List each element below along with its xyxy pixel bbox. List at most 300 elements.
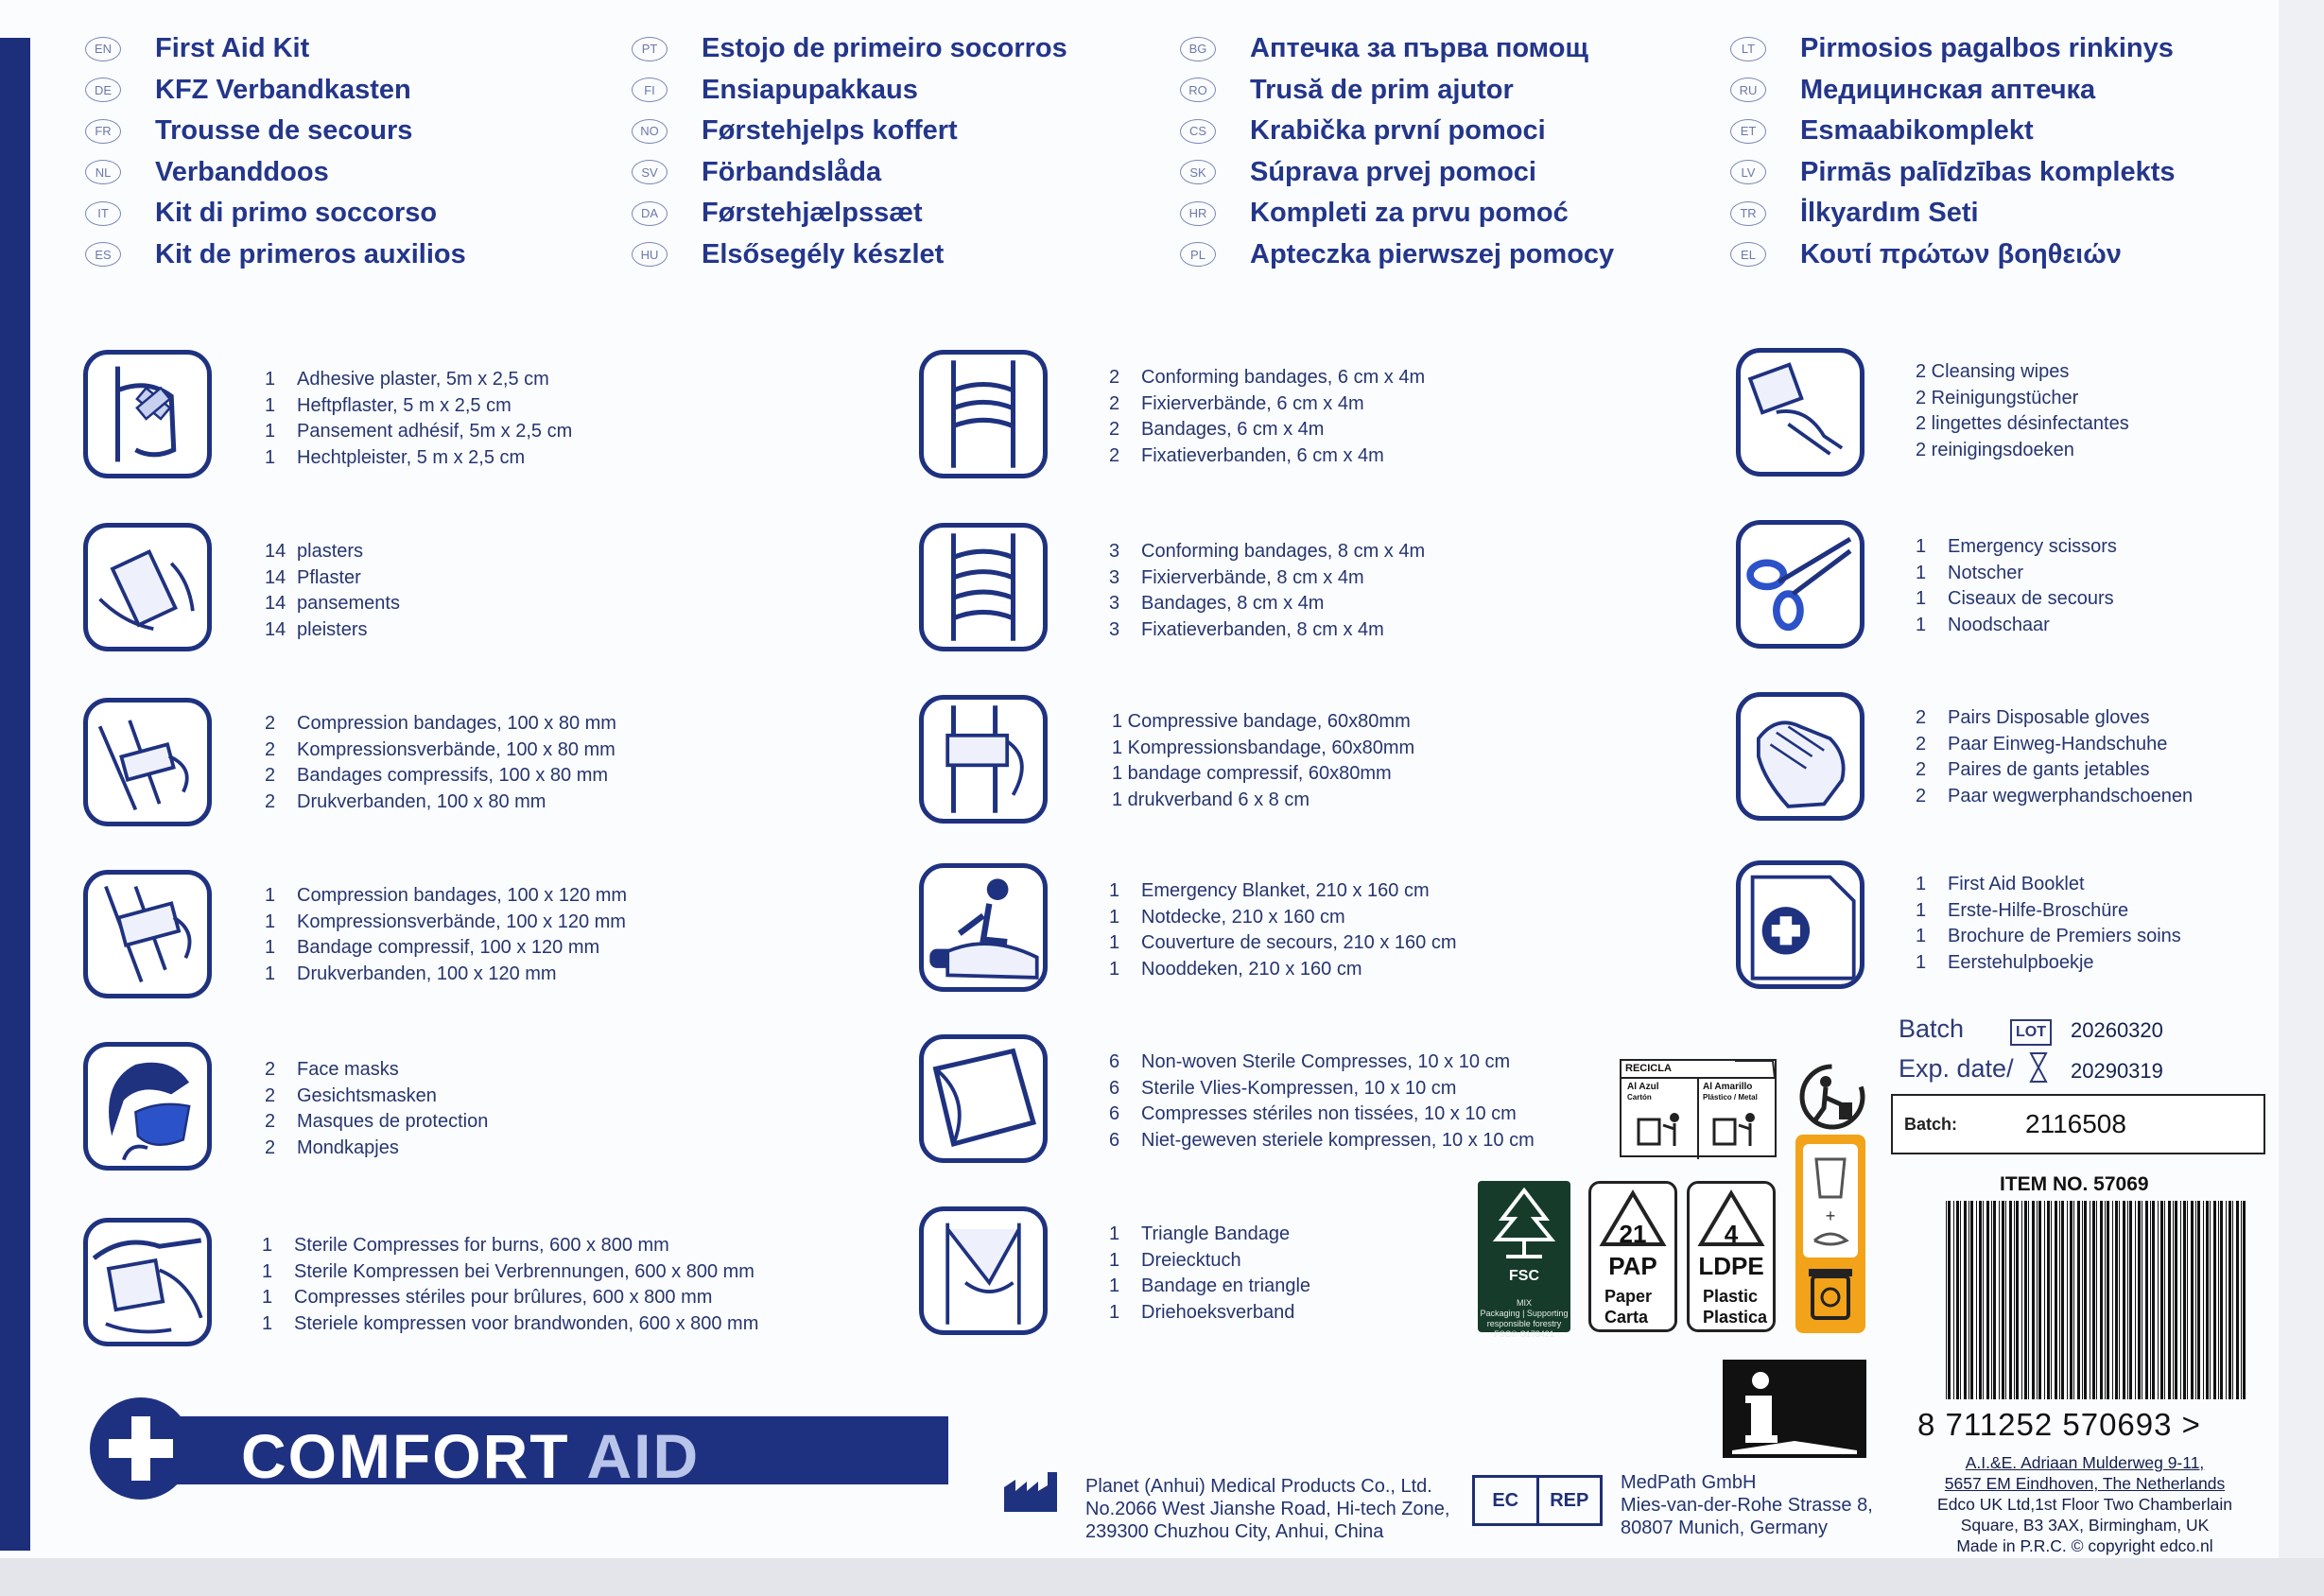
item-line xyxy=(265,910,627,936)
batch-label: Batch xyxy=(1899,1015,1965,1043)
company-address xyxy=(1900,1452,2269,1556)
item-line xyxy=(1916,924,2181,950)
language-code: ET xyxy=(1730,119,1766,144)
item-quantity: 1 xyxy=(262,1260,273,1282)
item-line xyxy=(1916,561,2117,587)
item-text: Conforming bandages, 8 cm x 4m xyxy=(1141,541,1426,562)
item-quantity: 1 xyxy=(1109,1275,1120,1296)
item-text: Face masks xyxy=(297,1059,399,1080)
item-text: Notscher xyxy=(1948,562,2024,583)
conforming-bandage-large-icon xyxy=(919,523,1048,651)
item-line xyxy=(265,565,400,592)
item-line xyxy=(265,617,400,644)
item-text: Pflaster xyxy=(297,566,361,588)
barcode-bar xyxy=(1946,1201,1947,1399)
item-text: 2 Reinigungstücher xyxy=(1916,387,2079,408)
barcode-bar xyxy=(1970,1201,1973,1399)
language-column-3 xyxy=(1180,28,1709,275)
item-quantity: 2 xyxy=(265,790,276,812)
item-line xyxy=(265,789,616,816)
language-code: TR xyxy=(1730,201,1766,226)
fsc-code: FSC® C178421 xyxy=(1494,1329,1554,1339)
item-text: Conforming bandages, 6 cm x 4m xyxy=(1141,367,1426,388)
recycling-name-it: Plastica xyxy=(1703,1308,1768,1327)
barcode-bar xyxy=(2032,1201,2035,1399)
language-code: PL xyxy=(1180,242,1216,267)
item-text: plasters xyxy=(297,541,364,562)
item-quantity: 1 xyxy=(265,963,276,984)
language-row xyxy=(632,234,1161,276)
item-quantity: 6 xyxy=(1109,1103,1120,1124)
item-quantity: 14 xyxy=(265,566,286,588)
item-text: Couverture de secours, 210 x 160 cm xyxy=(1141,932,1457,953)
item-line xyxy=(262,1233,758,1259)
batch-box-value: 2116508 xyxy=(2025,1109,2126,1138)
item-text: 1 Compressive bandage, 60x80mm xyxy=(1112,711,1411,732)
item-line xyxy=(1109,391,1425,418)
item-text: Fixatieverbanden, 8 cm x 4m xyxy=(1141,618,1384,640)
language-row xyxy=(632,111,1161,152)
item-text: Sterile Kompressen bei Verbrennungen, 600 x 800 mm xyxy=(294,1260,754,1282)
language-title: Pirmosios pagalbos rinkinys xyxy=(1800,33,2174,64)
language-code: SV xyxy=(632,160,668,184)
item-number: ITEM NO. 57069 xyxy=(2000,1173,2149,1195)
barcode-bar xyxy=(2158,1201,2159,1399)
barcode-bar xyxy=(2014,1201,2015,1399)
item-quantity: 2 xyxy=(1109,444,1120,466)
barcode-bar xyxy=(2168,1201,2171,1399)
manufacturer-line: No.2066 West Jianshe Road, Hi-tech Zone, xyxy=(1085,1499,1450,1519)
recycling-names xyxy=(1604,1286,1652,1327)
language-code: HR xyxy=(1180,201,1216,226)
item-quantity: 2 xyxy=(1916,785,1927,807)
language-title: Førstehjelps koffert xyxy=(702,115,958,147)
item-quantity: 1 xyxy=(265,369,276,390)
barcode-bar xyxy=(1979,1201,1982,1399)
item-quantity: 1 xyxy=(1916,614,1927,635)
barcode-bar xyxy=(2009,1201,2012,1399)
barcode-bar xyxy=(1993,1201,1996,1399)
language-title: Trousse de secours xyxy=(155,115,413,147)
rep-label: REP xyxy=(1536,1478,1601,1523)
logo-cross-circle xyxy=(90,1397,192,1500)
manufacturer-line: 239300 Chuzhou City, Anhui, China xyxy=(1085,1521,1384,1542)
item-quantity: 2 xyxy=(265,1059,276,1080)
item-quantity: 1 xyxy=(1109,1301,1120,1323)
language-code: LT xyxy=(1730,37,1766,61)
item-description xyxy=(1916,872,2181,976)
language-title: Pirmās palīdzības komplekts xyxy=(1800,156,2176,187)
language-title: Estojo de primeiro socorros xyxy=(702,33,1067,64)
item-line xyxy=(265,711,616,737)
barcode-bar xyxy=(1948,1201,1951,1399)
manufacturer-line: Planet (Anhui) Medical Products Co., Ltd. xyxy=(1085,1476,1432,1497)
item-line xyxy=(1109,1248,1310,1275)
barcode-bar xyxy=(2197,1201,2200,1399)
language-column-4 xyxy=(1730,28,2260,275)
ec-label: EC xyxy=(1492,1489,1519,1511)
item-description xyxy=(1109,878,1457,982)
barcode-bar xyxy=(1991,1201,1992,1399)
item-quantity: 2 xyxy=(1916,707,1927,728)
item-quantity: 2 xyxy=(265,1111,276,1132)
language-code: DE xyxy=(85,78,121,102)
logo-wordmark xyxy=(241,1420,700,1492)
item-text: Bandages, 6 cm x 4m xyxy=(1141,419,1325,440)
tidyman-icon xyxy=(1792,1059,1873,1135)
address-line: Edco UK Ltd,1st Floor Two Chamberlain xyxy=(1937,1495,2232,1514)
item-description xyxy=(265,883,627,987)
barcode-bar xyxy=(2016,1201,2019,1399)
item-text: Fixierverbände, 8 cm x 4m xyxy=(1141,566,1364,588)
language-row xyxy=(1180,70,1709,112)
item-line xyxy=(1916,586,2117,613)
burn-compress-icon xyxy=(83,1218,212,1346)
barcode xyxy=(1946,1201,2248,1399)
fsc-desc: Packaging | Supporting responsible forestry xyxy=(1480,1309,1569,1328)
item-line xyxy=(265,1057,488,1084)
item-line xyxy=(265,591,400,617)
language-row xyxy=(85,111,615,152)
item-line xyxy=(265,737,616,764)
barcode-bar xyxy=(2059,1201,2060,1399)
language-grid xyxy=(85,28,2260,274)
item-quantity: 3 xyxy=(1109,618,1120,640)
language-title: Verbanddoos xyxy=(155,156,329,187)
info-icon xyxy=(1723,1360,1866,1458)
ec-rep-line: MedPath GmbH xyxy=(1621,1472,1757,1493)
manufacturer-address xyxy=(1085,1475,1449,1543)
barcode-bar xyxy=(2084,1201,2087,1399)
barcode-bar xyxy=(2191,1201,2194,1399)
barcode-bar xyxy=(2115,1201,2118,1399)
box-edge-right xyxy=(2279,0,2324,1596)
item-quantity: 14 xyxy=(265,541,286,562)
language-title: İlkyardım Seti xyxy=(1800,198,1979,229)
language-code: CS xyxy=(1180,119,1216,144)
recycla-header: RECICLA xyxy=(1625,1063,1672,1074)
recycla-col1-sub: Cartón xyxy=(1627,1093,1652,1102)
ec-rep-symbol xyxy=(1472,1475,1603,1526)
barcode-bar xyxy=(2135,1201,2136,1399)
item-text: Emergency Blanket, 210 x 160 cm xyxy=(1141,880,1430,901)
item-line xyxy=(1109,539,1425,565)
item-text: Sterile Compresses for burns, 600 x 800 mm xyxy=(294,1235,669,1256)
language-row xyxy=(85,193,615,234)
barcode-bar xyxy=(2005,1201,2006,1399)
recycling-name-en: Plastic xyxy=(1703,1287,1759,1306)
barcode-bar xyxy=(2002,1201,2004,1399)
item-text: Bandage compressif, 100 x 120 mm xyxy=(297,937,600,958)
item-text: Erste-Hilfe-Broschüre xyxy=(1948,899,2129,921)
fsc-badge xyxy=(1478,1181,1570,1339)
barcode-bar xyxy=(2096,1201,2097,1399)
barcode-bar xyxy=(2183,1201,2186,1399)
item-quantity: 14 xyxy=(265,593,286,614)
item-line xyxy=(1109,1050,1535,1076)
barcode-bar xyxy=(1999,1201,2000,1399)
language-row xyxy=(632,193,1161,234)
barcode-bar xyxy=(2175,1201,2177,1399)
item-text: Steriele kompressen voor brandwonden, 600 x 800 mm xyxy=(294,1312,759,1334)
logo-comfort: COMFORT xyxy=(241,1421,570,1491)
recycling-names xyxy=(1703,1286,1767,1327)
item-quantity: 1 xyxy=(265,394,276,416)
barcode-bar xyxy=(2241,1201,2242,1399)
barcode-bar xyxy=(2127,1201,2128,1399)
barcode-bar xyxy=(2051,1201,2052,1399)
item-line xyxy=(1112,736,1414,762)
compression-bandage-large-icon xyxy=(83,870,212,998)
barcode-bar xyxy=(2226,1201,2227,1399)
language-code: NL xyxy=(85,160,121,184)
barcode-bar xyxy=(2067,1201,2068,1399)
language-row xyxy=(1180,193,1709,234)
language-code: EN xyxy=(85,37,121,61)
item-line xyxy=(1109,591,1425,617)
barcode-bar xyxy=(1956,1201,1959,1399)
language-row xyxy=(1730,193,2260,234)
item-line xyxy=(1109,1128,1535,1154)
item-text: Pairs Disposable gloves xyxy=(1948,707,2150,728)
item-description xyxy=(1109,1222,1310,1326)
item-line xyxy=(1916,757,2193,784)
language-title: Förbandslåda xyxy=(702,156,882,187)
item-text: Compression bandages, 100 x 80 mm xyxy=(297,713,616,734)
recycla-col2 xyxy=(1703,1082,1758,1102)
item-quantity: 1 xyxy=(265,421,276,442)
item-line xyxy=(265,883,627,910)
batch-value: 20260320 xyxy=(2071,1018,2163,1042)
barcode-bar xyxy=(2218,1201,2219,1399)
item-text: Compresses stériles pour brûlures, 600 x 800 mm xyxy=(294,1287,713,1308)
item-text: Paires de gants jetables xyxy=(1948,759,2150,780)
barcode-bar xyxy=(2232,1201,2233,1399)
item-quantity: 1 xyxy=(265,937,276,958)
item-line xyxy=(1916,534,2117,561)
item-line xyxy=(265,393,572,420)
item-description xyxy=(1916,359,2129,463)
language-code: IT xyxy=(85,201,121,226)
item-text: Kompressionsverbände, 100 x 120 mm xyxy=(297,911,626,932)
item-line xyxy=(1109,565,1425,592)
language-code: DA xyxy=(632,201,668,226)
language-code: FI xyxy=(632,78,668,102)
exp-date-label: Exp. date/ xyxy=(1899,1054,2014,1083)
language-code: FR xyxy=(85,119,121,144)
fsc-details xyxy=(1478,1298,1570,1340)
language-row xyxy=(1180,152,1709,194)
barcode-bar xyxy=(2119,1201,2120,1399)
language-code: PT xyxy=(632,37,668,61)
barcode-bar xyxy=(2107,1201,2109,1399)
item-line xyxy=(1109,417,1425,443)
language-row xyxy=(1180,234,1709,276)
item-description xyxy=(262,1233,758,1337)
recycla-label xyxy=(1620,1059,1777,1157)
barcode-bar xyxy=(2220,1201,2223,1399)
item-line xyxy=(262,1285,758,1311)
recycling-name-en: Paper xyxy=(1604,1287,1653,1306)
item-line xyxy=(1109,905,1457,931)
item-text: Non-woven Sterile Compresses, 10 x 10 cm xyxy=(1141,1051,1511,1072)
barcode-bar xyxy=(2037,1201,2038,1399)
item-text: Paar wegwerphandschoenen xyxy=(1948,785,2194,807)
address-line: 5657 EM Eindhoven, The Netherlands xyxy=(1944,1474,2226,1493)
face-mask-icon xyxy=(83,1042,212,1171)
item-line xyxy=(1109,365,1425,391)
item-text: Driehoeksverband xyxy=(1141,1301,1295,1323)
fsc-tree-icon xyxy=(1478,1181,1570,1266)
barcode-bar xyxy=(2105,1201,2106,1399)
item-line xyxy=(1109,617,1425,644)
item-line xyxy=(265,962,627,988)
item-line xyxy=(1109,957,1457,983)
item-text: 1 Kompressionsbandage, 60x80mm xyxy=(1112,737,1415,758)
item-quantity: 2 xyxy=(1916,733,1927,755)
item-quantity: 6 xyxy=(1109,1077,1120,1099)
item-line xyxy=(1109,878,1457,905)
item-line xyxy=(265,539,400,565)
item-text: 2 Cleansing wipes xyxy=(1916,361,2070,382)
item-quantity: 6 xyxy=(1109,1129,1120,1151)
recycling-material: LDPE xyxy=(1698,1252,1764,1280)
item-quantity: 1 xyxy=(262,1312,273,1334)
item-text: Hechtpleister, 5 m x 2,5 cm xyxy=(297,446,526,468)
language-row xyxy=(1730,70,2260,112)
conforming-bandage-icon xyxy=(919,350,1048,478)
item-quantity: 1 xyxy=(1916,588,1927,609)
item-description xyxy=(1916,705,2193,809)
language-code: RO xyxy=(1180,78,1216,102)
item-line xyxy=(262,1259,758,1286)
plasters-icon xyxy=(83,523,212,651)
item-line xyxy=(1916,872,2181,898)
barcode-bar xyxy=(2123,1201,2125,1399)
item-text: 2 reinigingsdoeken xyxy=(1916,439,2074,460)
item-line xyxy=(1109,1102,1535,1128)
barcode-bar xyxy=(2206,1201,2209,1399)
barcode-bar xyxy=(1964,1201,1967,1399)
item-quantity: 1 xyxy=(1916,536,1927,557)
compressive-bandage-icon xyxy=(919,695,1048,824)
barcode-bar xyxy=(2038,1201,2041,1399)
item-quantity: 1 xyxy=(1109,1223,1120,1244)
item-text: Brochure de Premiers soins xyxy=(1948,926,2181,946)
box-edge-bottom xyxy=(0,1558,2324,1596)
item-line xyxy=(265,445,572,472)
compression-bandage-icon xyxy=(83,698,212,826)
barcode-bar xyxy=(2047,1201,2050,1399)
fsc-mix: MIX xyxy=(1516,1298,1532,1308)
recycla-bins-icon xyxy=(1622,1061,1778,1159)
item-description xyxy=(1109,1050,1535,1154)
item-text: Dreiecktuch xyxy=(1141,1249,1241,1271)
item-text: Notdecke, 210 x 160 cm xyxy=(1141,906,1345,928)
barcode-bar xyxy=(2021,1201,2022,1399)
item-line xyxy=(262,1311,758,1338)
item-text: Noodschaar xyxy=(1948,614,2050,635)
item-quantity: 2 xyxy=(265,713,276,734)
item-quantity: 1 xyxy=(1916,899,1927,921)
language-column-1 xyxy=(85,28,615,275)
item-description xyxy=(265,367,572,471)
scissors-icon xyxy=(1736,520,1864,649)
disposal-strip xyxy=(1795,1135,1865,1333)
language-title: Kompleti za prvu pomoć xyxy=(1250,198,1569,229)
item-quantity: 2 xyxy=(1109,419,1120,440)
item-quantity: 14 xyxy=(265,618,286,640)
item-text: 1 drukverband 6 x 8 cm xyxy=(1112,789,1309,810)
item-quantity: 1 xyxy=(1916,874,1927,894)
item-description xyxy=(265,711,616,815)
language-row xyxy=(1730,234,2260,276)
item-line xyxy=(1109,930,1457,957)
hourglass-icon xyxy=(2029,1051,2048,1084)
barcode-bar xyxy=(2213,1201,2216,1399)
barcode-bar xyxy=(2024,1201,2027,1399)
language-title: Ensiapupakkaus xyxy=(702,74,918,105)
item-text: Mondkapjes xyxy=(297,1136,399,1158)
item-text: Ciseaux de secours xyxy=(1948,588,2114,609)
language-title: Førstehjælpssæt xyxy=(702,198,923,229)
gloves-icon xyxy=(1736,692,1864,821)
cleansing-wipe-icon xyxy=(1736,348,1864,477)
item-text: First Aid Booklet xyxy=(1948,874,2085,894)
item-text: Paar Einweg-Handschuhe xyxy=(1948,733,2168,755)
item-line xyxy=(265,419,572,445)
item-text: Niet-geweven steriele kompressen, 10 x 10 cm xyxy=(1141,1129,1535,1151)
item-description xyxy=(1109,539,1425,643)
recycla-col2-title: Al Amarillo xyxy=(1703,1082,1753,1092)
recycling-number: 4 xyxy=(1724,1220,1739,1248)
barcode-bar xyxy=(2044,1201,2045,1399)
barcode-bar xyxy=(1968,1201,1969,1399)
item-line xyxy=(1112,709,1414,736)
item-line xyxy=(1109,1300,1310,1327)
barcode-bar xyxy=(2195,1201,2196,1399)
language-code: BG xyxy=(1180,37,1216,61)
item-text: Bandage en triangle xyxy=(1141,1275,1311,1296)
item-quantity: 2 xyxy=(265,738,276,760)
item-line xyxy=(1916,898,2181,925)
barcode-bar xyxy=(2145,1201,2148,1399)
item-quantity: 1 xyxy=(262,1235,273,1256)
item-quantity: 3 xyxy=(1109,566,1120,588)
barcode-bar xyxy=(1953,1201,1954,1399)
recycling-code-ldpe xyxy=(1687,1181,1776,1332)
recycling-material: PAP xyxy=(1608,1252,1657,1280)
item-text: Gesichtsmasken xyxy=(297,1084,437,1106)
item-line xyxy=(265,1109,488,1136)
batch-box-label: Batch: xyxy=(1904,1115,1958,1134)
comfort-aid-logo xyxy=(90,1397,950,1500)
item-text: Eerstehulpboekje xyxy=(1948,951,2094,973)
barcode-bar xyxy=(1976,1201,1977,1399)
item-line xyxy=(1109,443,1425,470)
language-title: Krabička první pomoci xyxy=(1250,115,1546,147)
item-quantity: 1 xyxy=(1109,1249,1120,1271)
item-line xyxy=(1916,950,2181,977)
barcode-bar xyxy=(2164,1201,2165,1399)
item-line xyxy=(1916,732,2193,758)
barcode-bar xyxy=(2100,1201,2103,1399)
item-line xyxy=(1916,705,2193,732)
item-line xyxy=(265,1084,488,1110)
barcode-bar xyxy=(2055,1201,2057,1399)
item-line xyxy=(1109,1274,1310,1300)
item-text: Pansement adhésif, 5m x 2,5 cm xyxy=(297,421,573,442)
